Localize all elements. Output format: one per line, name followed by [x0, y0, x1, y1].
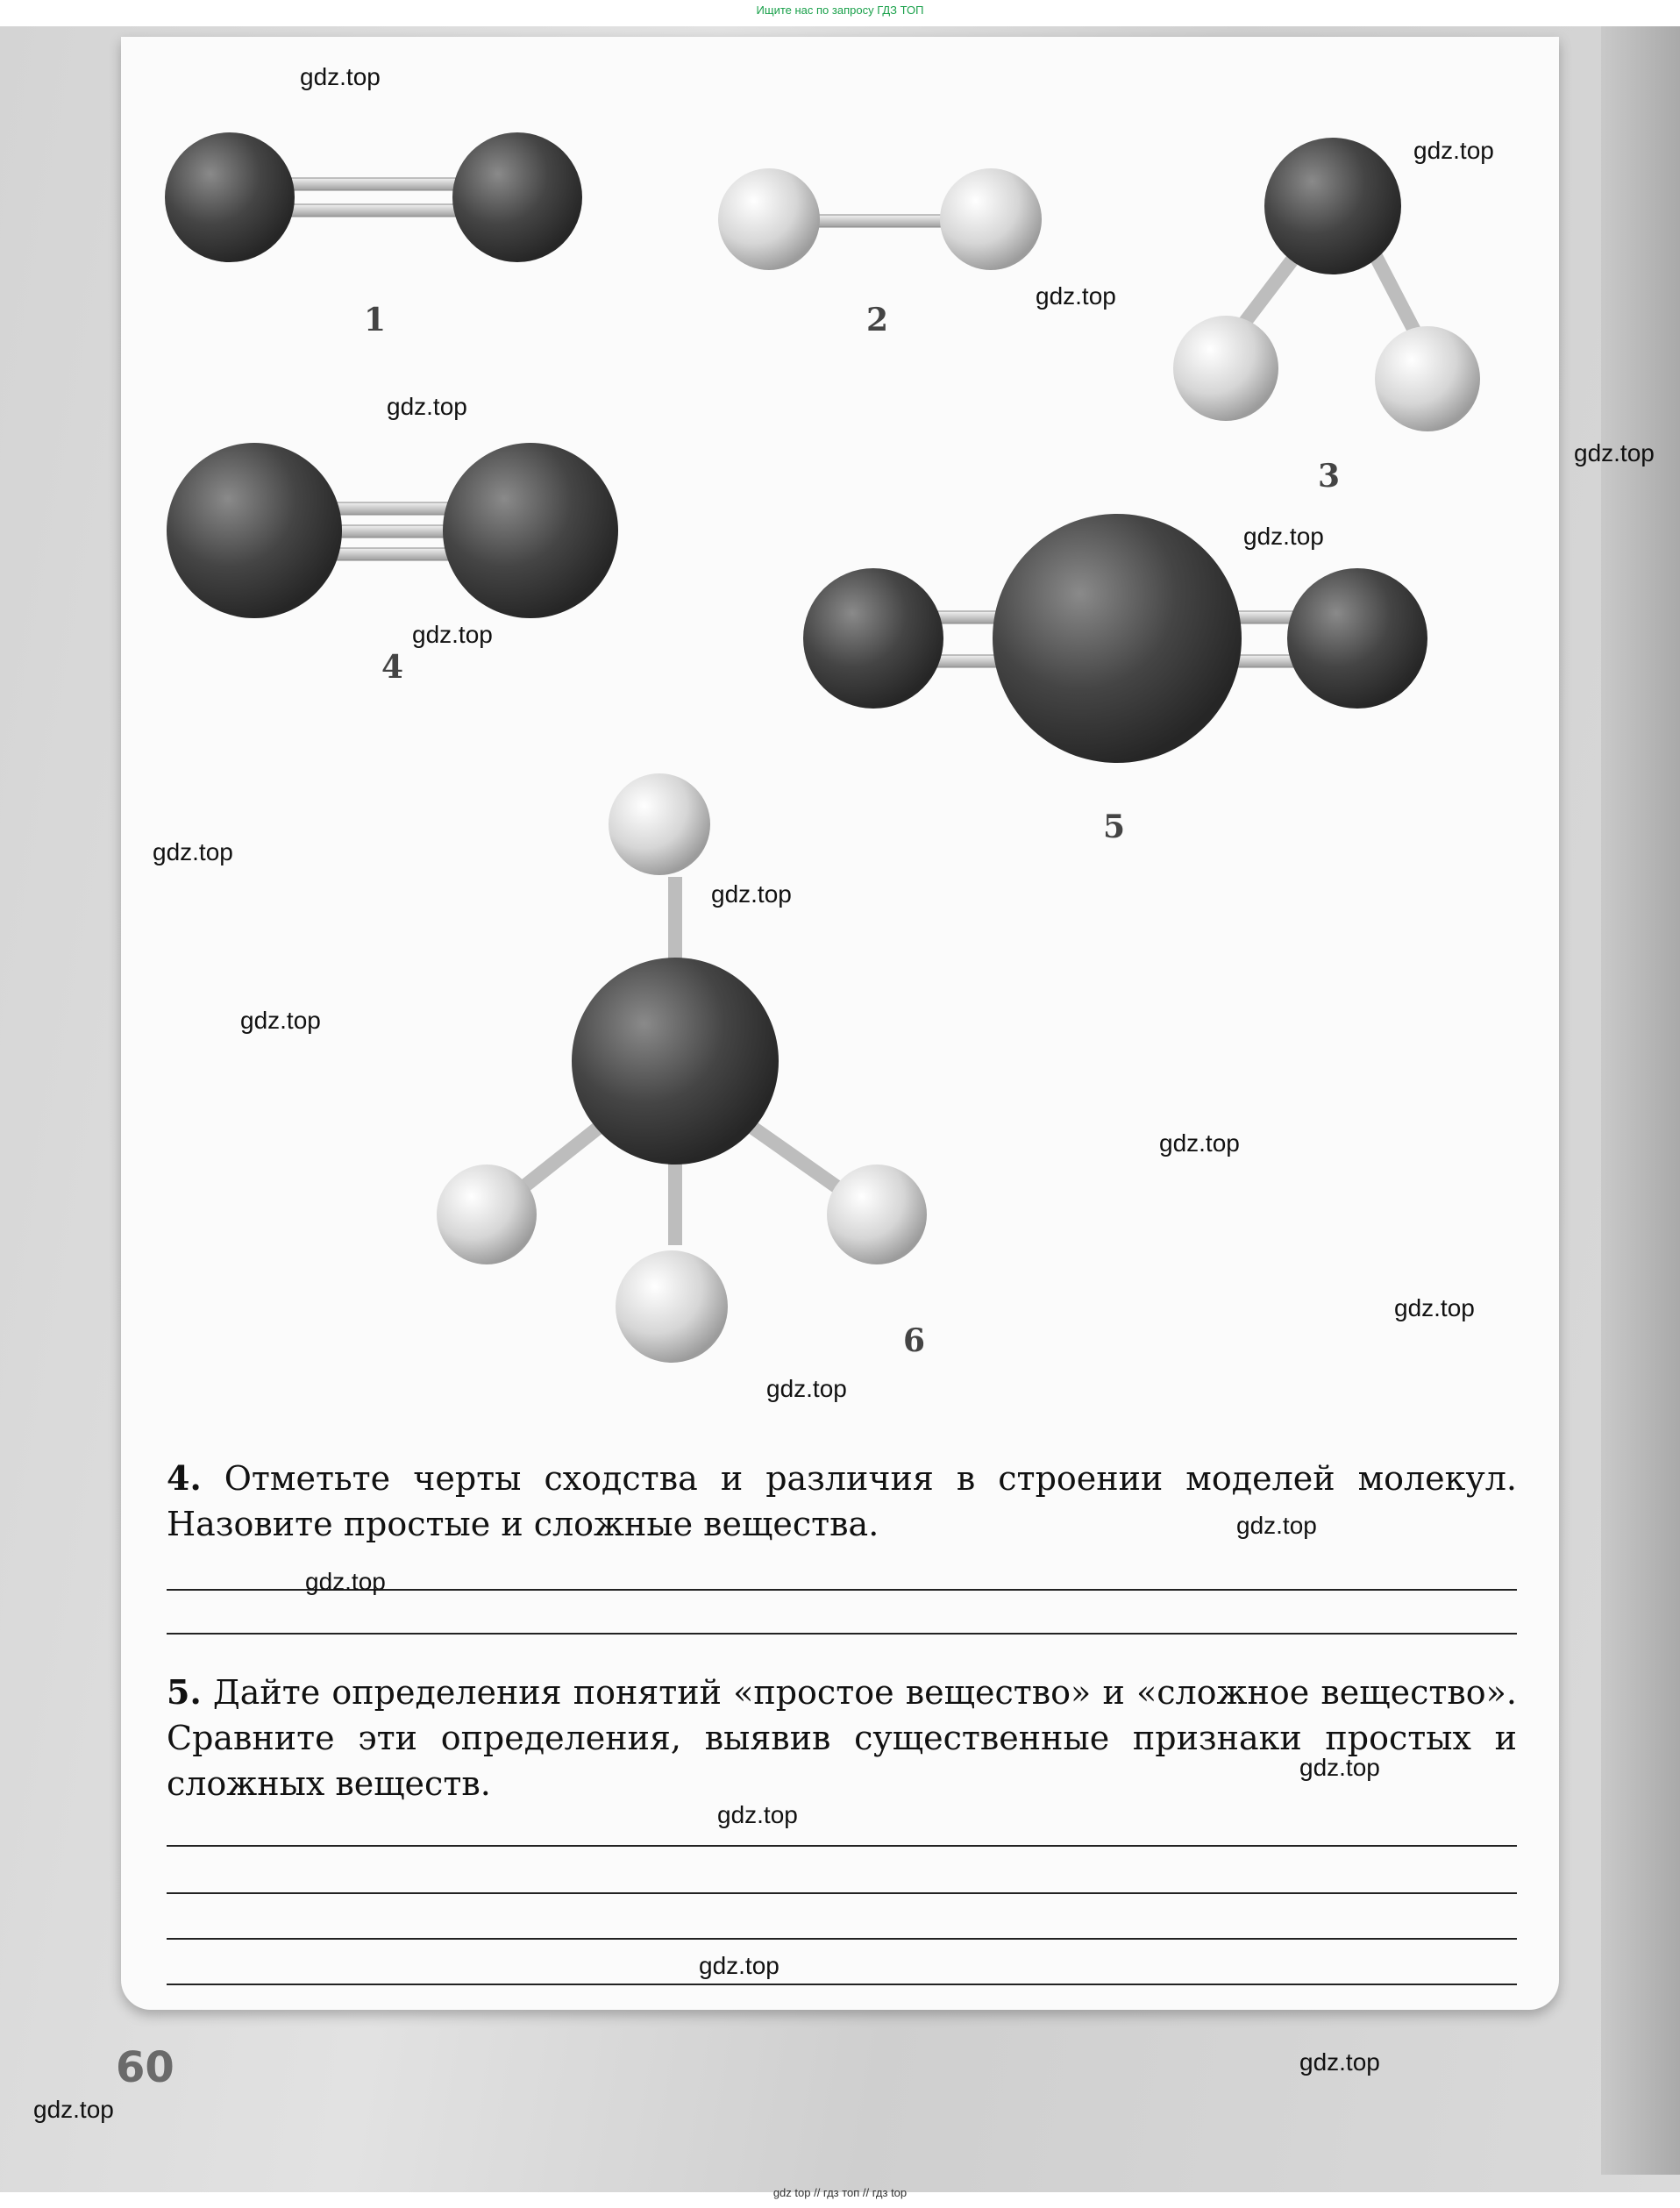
- watermark: gdz.top: [240, 1007, 321, 1034]
- dark-atom: [803, 568, 943, 709]
- molecule-label-6: 6: [903, 1322, 926, 1359]
- answer-line[interactable]: [167, 1892, 1517, 1894]
- bottom-banner: gdz top // гдз топ // гдз top: [772, 2186, 908, 2199]
- watermark: gdz.top: [33, 2096, 114, 2123]
- molecule-1: [165, 132, 582, 262]
- light-atom: [827, 1165, 927, 1264]
- task-5-number: 5.: [167, 1672, 202, 1712]
- watermark: gdz.top: [305, 1568, 386, 1595]
- dark-atom: [993, 514, 1242, 763]
- answer-line[interactable]: [167, 1633, 1517, 1635]
- watermark: gdz.top: [1413, 137, 1494, 164]
- molecule-label-4: 4: [381, 649, 404, 686]
- molecule-5: [803, 514, 1427, 763]
- dark-atom: [443, 443, 618, 618]
- watermark: gdz.top: [766, 1375, 847, 1402]
- light-atom: [1375, 326, 1480, 431]
- watermark: gdz.top: [699, 1952, 779, 1979]
- answer-line[interactable]: [167, 1845, 1517, 1847]
- answer-line[interactable]: [167, 1984, 1517, 1985]
- light-atom: [437, 1165, 537, 1264]
- watermark: gdz.top: [1159, 1129, 1240, 1157]
- watermark: gdz.top: [711, 880, 792, 908]
- top-banner: Ищите нас по запросу ГДЗ ТОП: [756, 4, 924, 17]
- molecule-3: [1173, 138, 1480, 431]
- light-atom: [1173, 316, 1278, 421]
- task-5-text: Дайте определения понятий «простое вещество» и «сложное вещество». Сравните эти определения, выявив существенные признаки простых и сложных веществ.: [167, 1673, 1517, 1803]
- dark-atom: [167, 443, 342, 618]
- molecule-6: [437, 773, 927, 1363]
- watermark: gdz.top: [1236, 1512, 1317, 1539]
- task-4-number: 4.: [167, 1458, 202, 1498]
- molecule-4: [167, 443, 618, 618]
- light-atom: [609, 773, 710, 875]
- watermark: gdz.top: [153, 838, 233, 865]
- dark-atom: [452, 132, 582, 262]
- light-atom: [940, 168, 1042, 270]
- answer-line[interactable]: [167, 1938, 1517, 1940]
- watermark: gdz.top: [717, 1801, 798, 1828]
- dark-atom: [1264, 138, 1401, 274]
- watermark: gdz.top: [1299, 2048, 1380, 2076]
- light-atom: [718, 168, 820, 270]
- watermark: gdz.top: [300, 63, 381, 90]
- dark-atom: [572, 958, 779, 1165]
- task-5: [167, 1670, 1517, 1806]
- molecule-label-1: 1: [364, 302, 387, 338]
- watermark: gdz.top: [1299, 1754, 1380, 1781]
- watermark: gdz.top: [1574, 439, 1655, 467]
- molecule-label-5: 5: [1103, 808, 1126, 845]
- watermark: gdz.top: [1394, 1294, 1475, 1321]
- light-atom: [616, 1250, 728, 1363]
- watermark: gdz.top: [412, 621, 493, 648]
- dark-atom: [1287, 568, 1427, 709]
- watermark: gdz.top: [1243, 523, 1324, 550]
- dark-atom: [165, 132, 295, 262]
- page-number: 60: [116, 2043, 174, 2092]
- molecule-label-2: 2: [866, 302, 889, 338]
- molecule-2: [718, 168, 1042, 270]
- task-4-text: Отметьте черты сходства и различия в строении моделей молекул. Назовите простые и сложные вещества.: [167, 1459, 1517, 1543]
- watermark: gdz.top: [387, 393, 467, 420]
- molecule-label-3: 3: [1318, 458, 1341, 495]
- watermark: gdz.top: [1036, 282, 1116, 310]
